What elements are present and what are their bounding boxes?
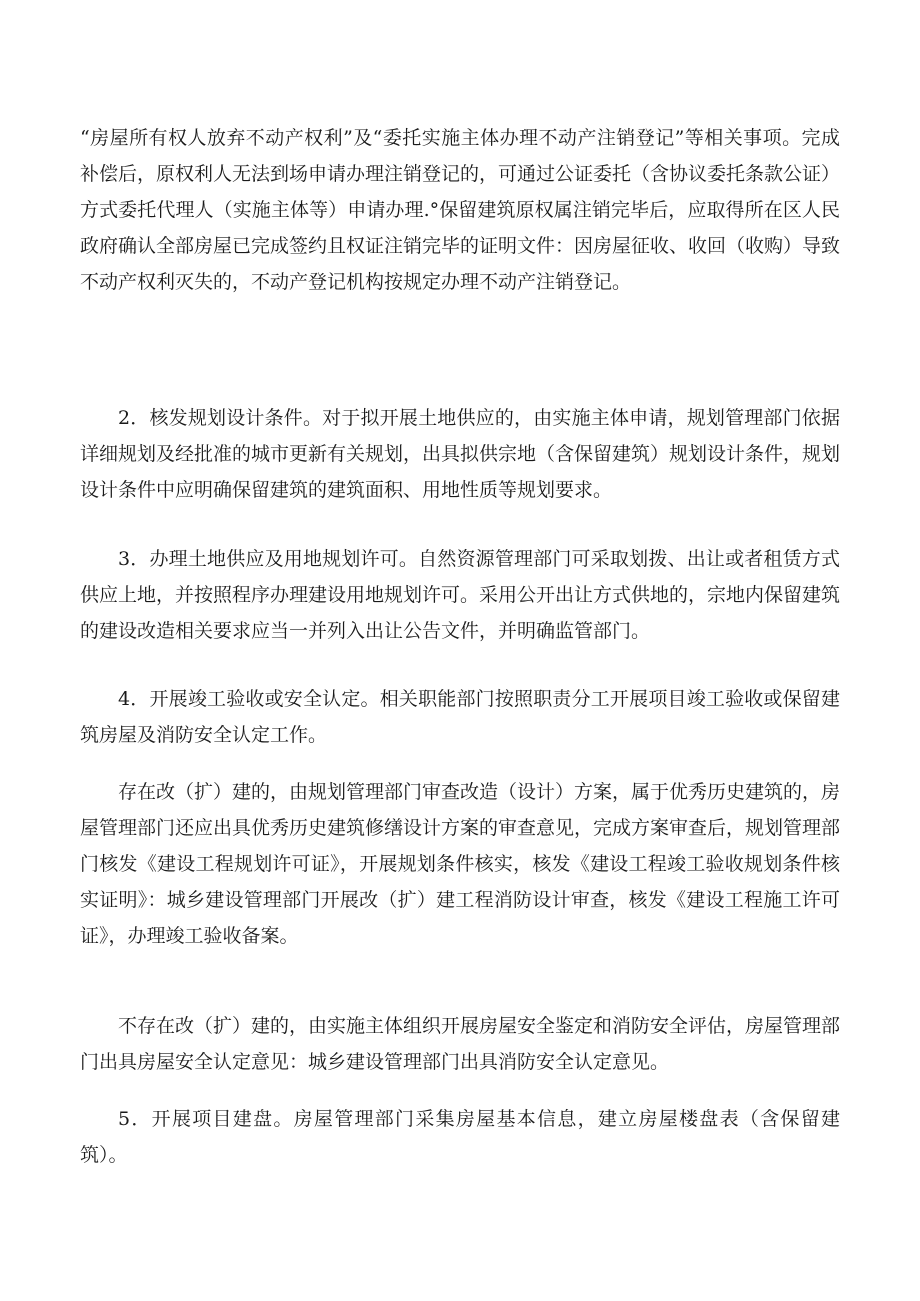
paragraph-deregistration: “房屋所有权人放弃不动产权利”及“委托实施主体办理不动产注销登记”等相关事项。完成补偿后，原权利人无法到场申请办理注销登记的，可通过公证委托（含协议委托条款公证）方式委托代理人（实施主体等）申请办理.°保留建筑原权属注销完毕后，应取得所在区人民政府确认全部房屋已完成签约且权证注销完毕的证明文件：因房屋征收、收回（收购）导致不动产权利灭失的，不动产登记机构按规定办理不动产注销登记。 — [80, 127, 841, 293]
paragraph-item-5-project-inventory: 5．开展项目建盘。房屋管理部门采集房屋基本信息，建立房屋楼盘表（含保留建筑）。 — [80, 1108, 840, 1166]
paragraph-item-4-acceptance: 4．开展竣工验收或安全认定。相关职能部门按照职责分工开展项目竣工验收或保留建筑房屋及消防安全认定工作。 — [80, 688, 840, 746]
paragraph-item-3-land-supply: 3．办理土地供应及用地规划许可。自然资源管理部门可采取划拨、出让或者租赁方式供应上地，并按照程序办理建设用地规划许可。采用公开出让方式供地的，宗地内保留建筑的建设改造相关要求应当一并列入出让公告文件，并明确监管部门。 — [80, 548, 841, 642]
paragraph-with-expansion: 存在改（扩）建的，由规划管理部门审查改造（设计）方案，属于优秀历史建筑的，房屋管理部门还应出具优秀历史建筑修缮设计方案的审查意见，完成方案审查后，规划管理部门核发《建设工程规划许可证》，开展规划条件核实，核发《建设工程竣工验收规划条件核实证明》：城乡建设管理部门开展改（扩）建工程消防设计审查，核发《建设工程施工许可证》，办理竣工验收备案。 — [80, 781, 841, 947]
paragraph-without-expansion: 不存在改（扩）建的，由实施主体组织开展房屋安全鉴定和消防安全评估，房屋管理部门出具房屋安全认定意见：城乡建设管理部门出具消防安全认定意见。 — [80, 1015, 841, 1073]
paragraph-item-2-planning-conditions: 2．核发规划设计条件。对于拟开展土地供应的，由实施主体申请，规划管理部门依据详细规划及经批准的城市更新有关规划，出具拟供宗地（含保留建筑）规划设计条件，规划设计条件中应明确保留建筑的建筑面积、用地性质等规划要求。 — [80, 407, 841, 501]
